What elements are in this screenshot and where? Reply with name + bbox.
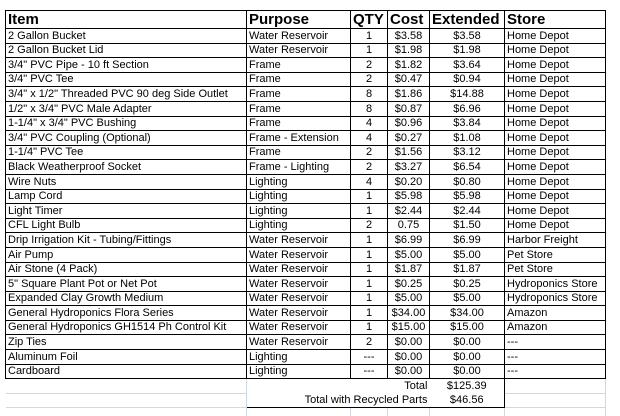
cell-qty[interactable]: 8	[351, 87, 388, 102]
table-row	[6, 160, 606, 175]
empty-cell[interactable]	[505, 379, 606, 394]
cell-cost[interactable]: $0.47	[388, 72, 430, 87]
table-row	[6, 218, 606, 233]
cell-purpose[interactable]: Water Reservoir	[247, 335, 351, 350]
header-purpose[interactable]: Purpose	[247, 11, 351, 29]
cell-store[interactable]: Home Depot	[505, 101, 606, 116]
cell-cost[interactable]: $5.00	[388, 291, 430, 306]
cell-store[interactable]: Home Depot	[505, 131, 606, 146]
cell-purpose[interactable]: Frame	[247, 87, 351, 102]
cell-item[interactable]: Zip Ties	[6, 335, 247, 350]
cell-purpose[interactable]: Frame - Extension	[247, 131, 351, 146]
cell-store[interactable]: Hydroponics Store	[505, 277, 606, 292]
cell-extended[interactable]: $1.87	[430, 262, 505, 277]
cell-extended[interactable]: $1.50	[430, 218, 505, 233]
table-row	[6, 116, 606, 131]
cell-purpose[interactable]: Lighting	[247, 364, 351, 379]
cell-cost[interactable]: $0.27	[388, 131, 430, 146]
cell-purpose[interactable]: Lighting	[247, 350, 351, 365]
cell-cost[interactable]: $0.00	[388, 335, 430, 350]
cell-cost[interactable]: $1.86	[388, 87, 430, 102]
cell-qty[interactable]: 1	[351, 306, 388, 321]
header-row	[6, 11, 606, 29]
cell-store[interactable]: Amazon	[505, 320, 606, 335]
cell-item[interactable]: 1-1/4" x 3/4" PVC Bushing	[6, 116, 247, 131]
cell-purpose[interactable]: Lighting	[247, 218, 351, 233]
cell-item[interactable]: Air Stone (4 Pack)	[6, 262, 247, 277]
header-extended[interactable]: Extended	[430, 11, 505, 29]
cell-purpose[interactable]: Frame	[247, 145, 351, 160]
cell-purpose[interactable]: Water Reservoir	[247, 262, 351, 277]
cell-cost[interactable]: $2.44	[388, 204, 430, 219]
cell-extended[interactable]: $6.96	[430, 101, 505, 116]
cell-qty[interactable]: 2	[351, 72, 388, 87]
cell-cost[interactable]: $0.96	[388, 116, 430, 131]
empty-cell[interactable]	[505, 408, 606, 416]
empty-cell[interactable]	[351, 408, 388, 416]
table-row	[6, 189, 606, 204]
cell-purpose[interactable]: Frame	[247, 116, 351, 131]
empty-cell[interactable]	[247, 408, 351, 416]
cell-extended[interactable]: $3.84	[430, 116, 505, 131]
table-row	[6, 72, 606, 87]
table-row	[6, 43, 606, 58]
cell-qty[interactable]: 1	[351, 277, 388, 292]
cell-store[interactable]: Home Depot	[505, 174, 606, 189]
cell-store[interactable]: ---	[505, 335, 606, 350]
cell-cost[interactable]: $6.99	[388, 233, 430, 248]
header-item[interactable]: Item	[6, 11, 247, 29]
table-row	[6, 262, 606, 277]
cell-store[interactable]: Home Depot	[505, 29, 606, 44]
cell-extended[interactable]: $6.54	[430, 160, 505, 175]
cell-extended[interactable]: $3.58	[430, 29, 505, 44]
cell-store[interactable]: Hydroponics Store	[505, 291, 606, 306]
cell-qty[interactable]: 1	[351, 43, 388, 58]
cell-item[interactable]: Lamp Cord	[6, 189, 247, 204]
cell-purpose[interactable]: Lighting	[247, 174, 351, 189]
cell-purpose[interactable]: Water Reservoir	[247, 320, 351, 335]
cell-store[interactable]: ---	[505, 364, 606, 379]
cell-item[interactable]: 2 Gallon Bucket Lid	[6, 43, 247, 58]
cell-purpose[interactable]: Lighting	[247, 189, 351, 204]
empty-cell[interactable]	[505, 393, 606, 408]
cell-extended[interactable]: $5.00	[430, 291, 505, 306]
cell-item[interactable]: General Hydroponics Flora Series	[6, 306, 247, 321]
cell-item[interactable]: Wire Nuts	[6, 174, 247, 189]
cell-item[interactable]: 3/4" PVC Tee	[6, 72, 247, 87]
table-row	[6, 29, 606, 44]
cell-purpose[interactable]: Frame	[247, 72, 351, 87]
table-row	[6, 233, 606, 248]
table-row	[6, 320, 606, 335]
cell-extended[interactable]: $1.08	[430, 131, 505, 146]
cell-store[interactable]: ---	[505, 350, 606, 365]
cell-item[interactable]: Air Pump	[6, 247, 247, 262]
cell-qty[interactable]: 4	[351, 116, 388, 131]
cell-item[interactable]: 2 Gallon Bucket	[6, 29, 247, 44]
cell-qty[interactable]: 1	[351, 189, 388, 204]
cell-extended[interactable]: $3.12	[430, 145, 505, 160]
table-row	[6, 174, 606, 189]
cell-purpose[interactable]: Water Reservoir	[247, 233, 351, 248]
cell-store[interactable]: Amazon	[505, 306, 606, 321]
cell-extended[interactable]: $5.00	[430, 247, 505, 262]
recycled-total-row	[6, 393, 606, 408]
cell-extended[interactable]: $0.00	[430, 364, 505, 379]
cell-store[interactable]: Home Depot	[505, 145, 606, 160]
cell-purpose[interactable]: Frame	[247, 101, 351, 116]
cell-qty[interactable]: 4	[351, 131, 388, 146]
header-store[interactable]: Store	[505, 11, 606, 29]
cell-qty[interactable]: 2	[351, 335, 388, 350]
cell-extended[interactable]: $34.00	[430, 306, 505, 321]
cell-qty[interactable]: ---	[351, 364, 388, 379]
cell-store[interactable]: Home Depot	[505, 43, 606, 58]
cell-cost[interactable]: $1.56	[388, 145, 430, 160]
cell-store[interactable]: Home Depot	[505, 218, 606, 233]
cell-item[interactable]: Light Timer	[6, 204, 247, 219]
cell-purpose[interactable]: Water Reservoir	[247, 277, 351, 292]
cell-cost[interactable]: $0.00	[388, 364, 430, 379]
cell-store[interactable]: Home Depot	[505, 116, 606, 131]
cell-extended[interactable]: $3.64	[430, 58, 505, 73]
cell-purpose[interactable]: Water Reservoir	[247, 29, 351, 44]
cell-qty[interactable]: 1	[351, 247, 388, 262]
empty-cell[interactable]	[430, 408, 505, 416]
cell-extended[interactable]: $0.94	[430, 72, 505, 87]
empty-cell[interactable]	[388, 408, 430, 416]
cell-cost[interactable]: $1.98	[388, 43, 430, 58]
cell-cost[interactable]: 0.75	[388, 218, 430, 233]
cell-item[interactable]: 5" Square Plant Pot or Net Pot	[6, 277, 247, 292]
cell-store[interactable]: Pet Store	[505, 247, 606, 262]
header-cost[interactable]: Cost	[388, 11, 430, 29]
recycled-total-label: Total with Recycled Parts	[247, 393, 430, 408]
cell-extended[interactable]: $15.00	[430, 320, 505, 335]
table-row	[6, 87, 606, 102]
table-row	[6, 277, 606, 292]
cell-cost[interactable]: $5.00	[388, 247, 430, 262]
cell-cost[interactable]: $1.87	[388, 262, 430, 277]
cell-extended[interactable]: $0.00	[430, 350, 505, 365]
cell-cost[interactable]: $15.00	[388, 320, 430, 335]
table-row	[6, 204, 606, 219]
cell-store[interactable]: Home Depot	[505, 189, 606, 204]
empty-cell[interactable]	[6, 393, 247, 408]
cell-cost[interactable]: $3.58	[388, 29, 430, 44]
cell-extended[interactable]: $0.25	[430, 277, 505, 292]
table-row	[6, 306, 606, 321]
total-value[interactable]: $125.39	[430, 379, 505, 394]
cell-cost[interactable]: $0.00	[388, 350, 430, 365]
cell-extended[interactable]: $14.88	[430, 87, 505, 102]
cell-item[interactable]: 3/4" x 1/2" Threaded PVC 90 deg Side Outlet	[6, 87, 247, 102]
cell-qty[interactable]: 2	[351, 58, 388, 73]
cell-qty[interactable]: 1	[351, 291, 388, 306]
cell-item[interactable]: Expanded Clay Growth Medium	[6, 291, 247, 306]
cell-store[interactable]: Home Depot	[505, 204, 606, 219]
cell-store[interactable]: Home Depot	[505, 87, 606, 102]
cell-qty[interactable]: 2	[351, 218, 388, 233]
cell-cost[interactable]: $0.25	[388, 277, 430, 292]
cell-item[interactable]: 1-1/4" PVC Tee	[6, 145, 247, 160]
cell-cost[interactable]: $3.27	[388, 160, 430, 175]
table-row	[6, 291, 606, 306]
cell-item[interactable]: Black Weatherproof Socket	[6, 160, 247, 175]
cell-cost[interactable]: $0.87	[388, 101, 430, 116]
cell-qty[interactable]: 1	[351, 233, 388, 248]
table-row	[6, 364, 606, 379]
table-row	[6, 101, 606, 116]
table-row	[6, 247, 606, 262]
cell-purpose[interactable]: Water Reservoir	[247, 247, 351, 262]
cell-extended[interactable]: $1.98	[430, 43, 505, 58]
cell-item[interactable]: 3/4" PVC Coupling (Optional)	[6, 131, 247, 146]
cell-qty[interactable]: 4	[351, 174, 388, 189]
total-row	[6, 379, 606, 394]
cell-cost[interactable]: $5.98	[388, 189, 430, 204]
cell-qty[interactable]: 1	[351, 320, 388, 335]
cell-cost[interactable]: $0.20	[388, 174, 430, 189]
cell-store[interactable]: Harbor Freight	[505, 233, 606, 248]
cell-cost[interactable]: $1.82	[388, 58, 430, 73]
cell-store[interactable]: Home Depot	[505, 72, 606, 87]
cell-purpose[interactable]: Water Reservoir	[247, 306, 351, 321]
cell-extended[interactable]: $2.44	[430, 204, 505, 219]
cell-item[interactable]: CFL Light Bulb	[6, 218, 247, 233]
cell-extended[interactable]: $0.00	[430, 335, 505, 350]
cell-item[interactable]: Aluminum Foil	[6, 350, 247, 365]
cell-item[interactable]: Drip Irrigation Kit - Tubing/Fittings	[6, 233, 247, 248]
recycled-total-value[interactable]: $46.56	[430, 393, 505, 408]
cell-store[interactable]: Home Depot	[505, 160, 606, 175]
empty-row	[6, 408, 606, 416]
cell-item[interactable]: General Hydroponics GH1514 Ph Control Kit	[6, 320, 247, 335]
cell-extended[interactable]: $5.98	[430, 189, 505, 204]
cell-store[interactable]: Pet Store	[505, 262, 606, 277]
cell-purpose[interactable]: Frame	[247, 58, 351, 73]
cell-item[interactable]: 3/4" PVC Pipe - 10 ft Section	[6, 58, 247, 73]
table-row	[6, 350, 606, 365]
cell-store[interactable]: Home Depot	[505, 58, 606, 73]
cell-extended[interactable]: $6.99	[430, 233, 505, 248]
cell-extended[interactable]: $0.80	[430, 174, 505, 189]
cell-purpose[interactable]: Lighting	[247, 204, 351, 219]
total-label: Total	[247, 379, 430, 394]
empty-cell[interactable]	[6, 379, 247, 394]
cell-purpose[interactable]: Frame - Lighting	[247, 160, 351, 175]
header-qty[interactable]: QTY	[351, 11, 388, 29]
cell-purpose[interactable]: Water Reservoir	[247, 291, 351, 306]
cell-qty[interactable]: 1	[351, 204, 388, 219]
cell-qty[interactable]: 2	[351, 145, 388, 160]
cell-purpose[interactable]: Water Reservoir	[247, 43, 351, 58]
cell-qty[interactable]: 2	[351, 160, 388, 175]
table-row	[6, 58, 606, 73]
table-row	[6, 335, 606, 350]
cell-qty[interactable]: 1	[351, 29, 388, 44]
empty-cell[interactable]	[6, 408, 247, 416]
cell-qty[interactable]: 8	[351, 101, 388, 116]
cell-qty[interactable]: ---	[351, 350, 388, 365]
cell-cost[interactable]: $34.00	[388, 306, 430, 321]
table-row	[6, 131, 606, 146]
table-row	[6, 145, 606, 160]
cell-item[interactable]: Cardboard	[6, 364, 247, 379]
parts-table	[5, 10, 606, 416]
cell-qty[interactable]: 1	[351, 262, 388, 277]
cell-item[interactable]: 1/2" x 3/4" PVC Male Adapter	[6, 101, 247, 116]
